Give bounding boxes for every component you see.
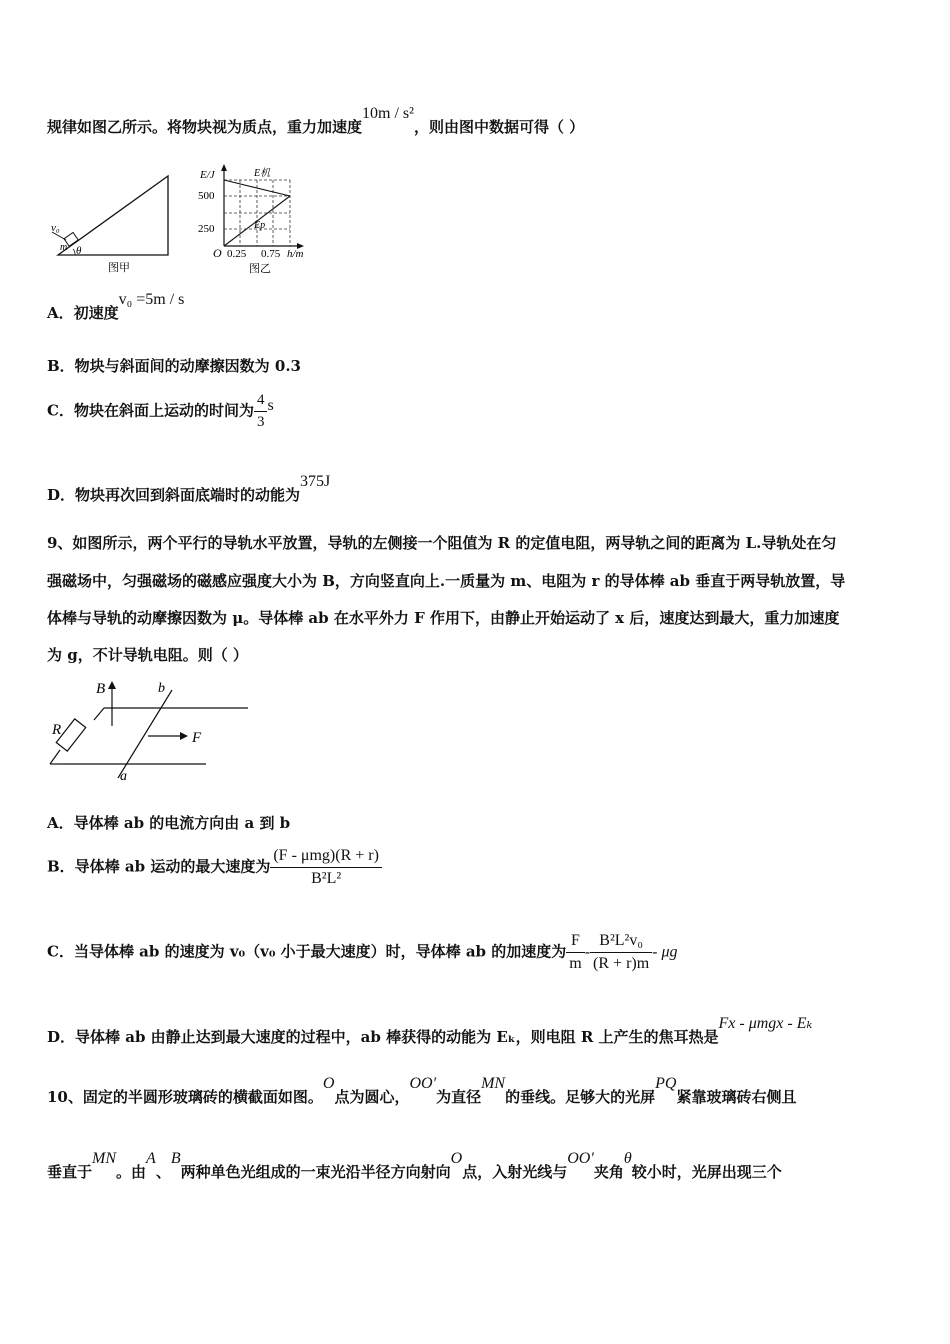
q8-option-d: D．物块再次回到斜面底端时的动能为375J <box>47 473 331 504</box>
q10-line-2: 垂直于MN。由A、B两种单色光组成的一束光沿半径方向射向O点，入射光线与OO′夹角θ较小时，光屏出现三个 <box>47 1150 782 1181</box>
q9-line-4: 为 g，不计导轨电阻。则（ ） <box>47 646 248 664</box>
q10-line-1: 10、固定的半圆形玻璃砖的横截面如图。O点为圆心，OO′为直径MN的垂线。足够大的光屏PQ紧靠玻璃砖右侧且 <box>47 1075 797 1106</box>
end-a-label: a <box>120 769 127 784</box>
gravity-value: 10m / s² <box>362 105 414 122</box>
q9-circuit-figure <box>46 676 256 784</box>
field-B-label: B <box>96 681 106 697</box>
q8-option-a: A．初速度v₀ =5m / s <box>47 291 185 322</box>
figure-jia-caption: 图甲 <box>108 262 130 274</box>
y-tick-500: 500 <box>198 190 215 202</box>
x-axis-label: h/m <box>287 248 304 260</box>
q9-option-c: C．当导体棒 ab 的速度为 v₀（v₀ 小于最大速度）时，导体棒 ab 的加速度为 $\frac{F}{m}$ - $\frac{\text{B²L²v₀}}{(R + r)m}$ - μg <box>47 932 678 972</box>
y-axis-label: E/J <box>200 169 215 181</box>
figure-yi-caption: 图乙 <box>249 263 271 275</box>
resistor-R-label: R <box>52 722 62 738</box>
q9-option-d: D．导体棒 ab 由静止达到最大速度的过程中，ab 棒获得的动能为 Eₖ，则电阻 R 上产生的焦耳热是Fx - μmgx - Eₖ <box>47 1015 813 1046</box>
q8-option-c: C．物块在斜面上运动的时间为 $\frac{4}{3}$ s <box>47 392 274 430</box>
q9-line-3: 体棒与导轨的动摩擦因数为 μ。导体棒 ab 在水平外力 F 作用下，由静止开始运动了 x 后，速度达到最大，重力加速度 <box>47 609 840 627</box>
v0-label: v₀ <box>51 222 60 234</box>
figure-jia <box>48 168 173 276</box>
q9-option-b: B．导体棒 ab 运动的最大速度为 $\frac{\text{(F - μmg)(R + r)}}{\text{B²L²}}$ <box>47 847 382 888</box>
q8-option-b: B．物块与斜面间的动摩擦因数为 0.3 <box>47 357 301 375</box>
theta-label: θ <box>76 245 82 257</box>
x-tick-0.75: 0.75 <box>261 248 281 260</box>
mechanical-energy-label: E机 <box>254 168 271 179</box>
q8-intro: 规律如图乙所示。将物块视为质点，重力加速度10m / s²，则由图中数据可得（ ） <box>47 105 585 136</box>
q9-line-1: 9、如图所示，两个平行的导轨水平放置，导轨的左侧接一个阻值为 R 的定值电阻，两导轨之间的距离为 L.导轨处在匀 <box>47 534 837 552</box>
potential-energy-label: Ep <box>254 220 266 231</box>
origin-label: O <box>213 246 222 260</box>
y-tick-250: 250 <box>198 223 215 235</box>
q9-line-2: 强磁场中，匀强磁场的磁感应强度大小为 B，方向竖直向上.一质量为 m、电阻为 r 的导体棒 ab 垂直于两导轨放置，导 <box>47 572 846 590</box>
mass-label: m <box>60 242 68 253</box>
end-b-label: b <box>158 681 165 696</box>
figure-yi <box>196 160 314 276</box>
x-tick-0.25: 0.25 <box>227 248 247 260</box>
force-F-label: F <box>192 730 202 746</box>
q9-option-a: A．导体棒 ab 的电流方向由 a 到 b <box>47 814 291 832</box>
